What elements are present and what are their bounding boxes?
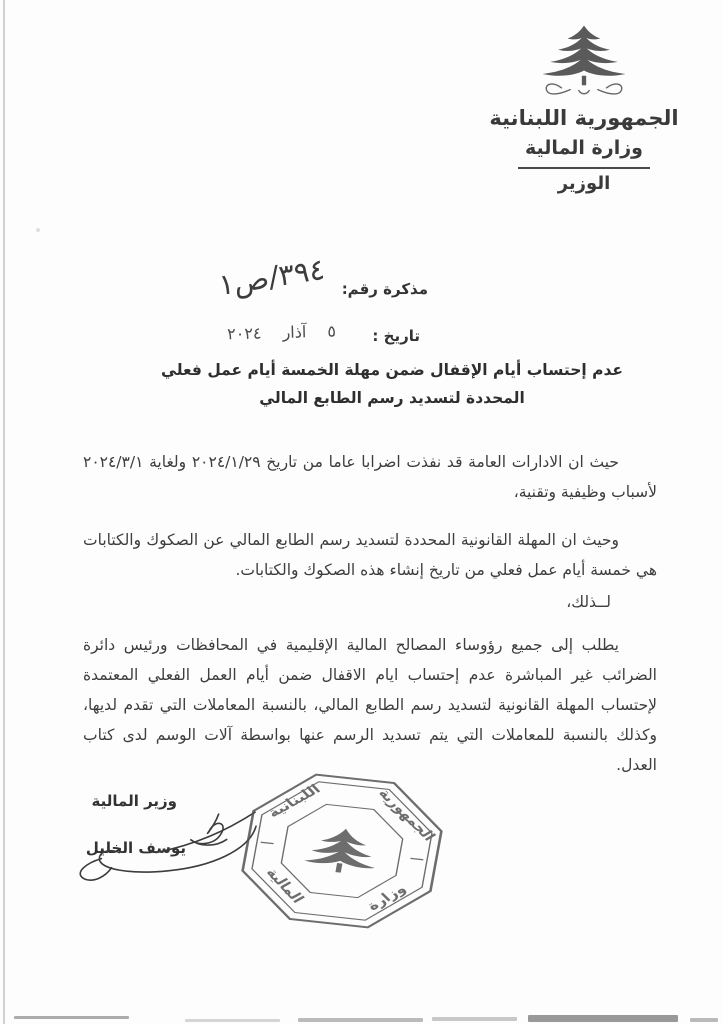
republic-title: الجمهورية اللبنانية — [489, 106, 679, 130]
scan-artifact — [432, 1017, 517, 1021]
scan-artifact — [528, 1015, 678, 1022]
scan-speck — [36, 228, 40, 232]
body-paragraph-directive: يطلب إلى جميع رؤوساء المصالح المالية الإقليمية في المحافظات ورئيس دائرة الضرائب غير المباشرة عدم إحتساب ايام الاقفال ضمن أيام العمل الفعلي المعتمدة لإحتساب المهلة القانونية لتسديد رسم الطابع المالي، بالنسبة المعاملات التي تقدم لديها، وكذلك بالنسبة للمعاملات التي يتم تسديد الرسم عنها بواسطة آلات الوسم لدى كتاب العدل. — [83, 636, 657, 774]
scan-artifact — [690, 1018, 718, 1022]
memo-number-label: مذكرة رقم: — [341, 280, 428, 298]
scan-artifact — [185, 1019, 280, 1022]
scan-artifact — [298, 1018, 423, 1022]
minister-title: الوزير — [557, 173, 611, 194]
cedar-emblem-svg — [528, 22, 640, 100]
therefore-word: لــذلك، — [566, 593, 611, 611]
date-value-handwritten: ٥ آذار ٢٠٢٤ — [226, 321, 337, 344]
stamp-text-finance-word: المالية — [262, 866, 307, 906]
signatory-name: يوسف الخليل — [85, 839, 186, 857]
stamp-text-lebanese: اللبنانية — [264, 782, 325, 821]
memo-subject: عدم إحتساب أيام الإقفال ضمن مهلة الخمسة أيام عمل فعلي المحددة لتسديد رسم الطابع المالي — [161, 361, 623, 407]
ministry-letterhead — [459, 22, 709, 194]
stamp-side-dash — [410, 858, 423, 859]
stamp-text-republic: الجمهورية — [374, 786, 438, 844]
handwritten-signature-icon — [56, 798, 260, 894]
stamp-text-ministry-word: وزارة — [364, 882, 410, 914]
stamp-side-dash — [261, 842, 274, 843]
signature-title: وزير المالية — [91, 792, 177, 810]
memo-number-value-handwritten: ٣٩٤/ص١ — [217, 251, 327, 303]
date-label: تاريخ : — [372, 327, 420, 345]
body-paragraph-whereas-2: وحيث ان المهلة القانونية المحددة لتسديد رسم الطابع المالي عن الصكوك والكتابات هي خمسة أيام عمل فعلي من تاريخ إنشاء هذه الصكوك والكتابات. — [83, 531, 657, 579]
letterhead-divider — [518, 167, 650, 169]
lebanese-cedar-emblem-icon — [528, 22, 640, 104]
scan-artifact — [14, 1016, 129, 1019]
scan-edge-line — [3, 0, 5, 1024]
ministry-octagonal-stamp-icon — [234, 768, 450, 934]
ministry-title: وزارة المالية — [525, 137, 643, 159]
body-paragraph-whereas-1: حيث ان الادارات العامة قد نفذت اضرابا عاما من تاريخ ٢٠٢٤/١/٢٩ ولغاية ٢٠٢٤/٣/١ لأسباب وظيفية وتقنية، — [83, 453, 657, 501]
stamp-cedar-icon — [303, 825, 382, 876]
